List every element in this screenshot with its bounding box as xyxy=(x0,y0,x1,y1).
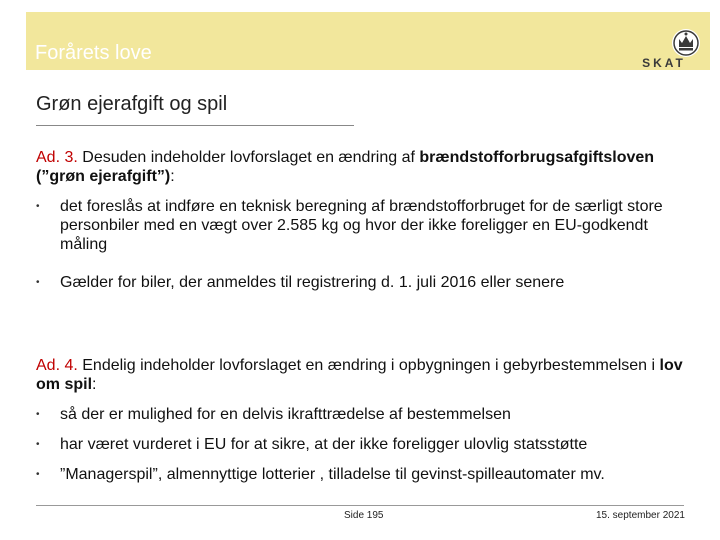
skat-logo xyxy=(620,20,708,68)
bullet-text: det foreslås at indføre en teknisk beregning af brændstofforbruget for de særligt store personbiler med en vægt over 2.585 kg og hvor der ikke foreligger en EU-godkendt måling xyxy=(60,198,663,253)
bullet-text: har været vurderet i EU for at sikre, at der ikke foreligger ulovlig statsstøtte xyxy=(60,436,588,453)
subtitle-divider xyxy=(36,125,354,126)
bullet-dot: • xyxy=(36,409,40,420)
section-1-law-name: brændstofforbrugsafgiftsloven (”grøn ejerafgift”) xyxy=(36,149,655,185)
footer-page-number: Side 195 xyxy=(344,510,384,521)
section-2-intro xyxy=(36,356,686,394)
section-1-bullets xyxy=(36,197,696,292)
footer-date: 15. september 2021 xyxy=(596,510,685,521)
section-2-law-name: lov om spil xyxy=(36,357,683,393)
section-1-label: Ad. 3. xyxy=(36,149,78,166)
section-2-label: Ad. 4. xyxy=(36,357,78,374)
bullet-dot: • xyxy=(36,439,40,450)
section-2-colon: : xyxy=(92,376,97,393)
header-title: Forårets love xyxy=(35,42,152,64)
list-item xyxy=(36,273,696,292)
section-1-intro xyxy=(36,148,686,186)
bullet-dot: • xyxy=(36,277,40,288)
bullet-dot: • xyxy=(36,469,40,480)
footer-divider xyxy=(36,505,684,506)
bullet-text: ”Managerspil”, almennyttige lotterier , tilladelse til gevinst-spilleautomater mv. xyxy=(60,466,605,483)
list-item xyxy=(36,435,696,454)
list-item xyxy=(36,465,696,484)
bullet-text: så der er mulighed for en delvis ikrafttrædelse af bestemmelsen xyxy=(60,406,511,423)
section-1-text: Desuden indeholder lovforslaget en ændring af xyxy=(77,149,420,166)
section-2-bullets xyxy=(36,405,696,484)
list-item xyxy=(36,405,696,424)
page-subtitle: Grøn ejerafgift og spil xyxy=(36,93,228,115)
section-2-text: Endelig indeholder lovforslaget en ændring i opbygningen i gebyrbestemmelsen i xyxy=(77,357,660,374)
logo-text: SKAT xyxy=(642,56,686,68)
bullet-text: Gælder for biler, der anmeldes til registrering d. 1. juli 2016 eller senere xyxy=(60,274,565,291)
list-item xyxy=(36,197,696,254)
section-1-colon: : xyxy=(170,168,175,185)
header-band xyxy=(26,12,710,70)
bullet-dot: • xyxy=(36,201,40,212)
crown-icon xyxy=(672,29,700,57)
